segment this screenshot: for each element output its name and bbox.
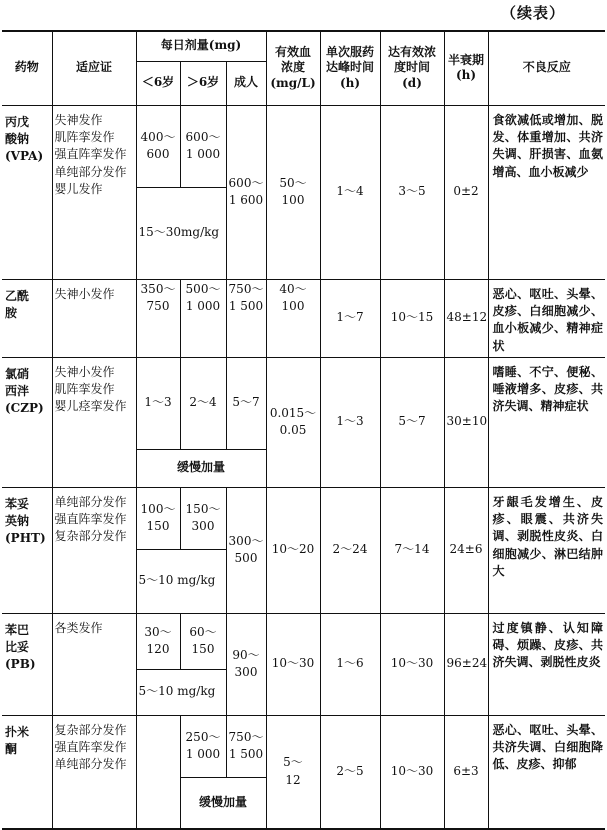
effective-time: 10～15 bbox=[380, 279, 444, 357]
indication-item: 强直阵挛发作 bbox=[54, 147, 127, 162]
dose-gt6: 2～4 bbox=[180, 357, 226, 449]
peak-time: 1～4 bbox=[320, 105, 380, 279]
dose-lt6: 350～ 750 bbox=[136, 279, 180, 357]
child-dose-note: 5～10 mg/kg bbox=[136, 549, 226, 613]
indication-item: 肌阵挛发作 bbox=[54, 129, 115, 144]
header-adult: 成人 bbox=[226, 61, 266, 105]
dose-adult: 90～ 300 bbox=[226, 613, 266, 715]
peak-time: 2～5 bbox=[320, 715, 380, 829]
half-life: 0±2 bbox=[444, 105, 488, 279]
dose-adult: 750～ 1 500 bbox=[226, 279, 266, 357]
concentration: 50～100 bbox=[266, 105, 320, 279]
concentration: 10～20 bbox=[266, 487, 320, 613]
half-life: 48±12 bbox=[444, 279, 488, 357]
indication-item: 复杂部分发作 bbox=[54, 529, 127, 544]
indication-item: 单纯部分发作 bbox=[54, 757, 127, 772]
dose-lt6: 30～ 120 bbox=[136, 613, 180, 669]
dose-adult: 600～ 1 600 bbox=[226, 105, 266, 279]
header-gt6: ＞6岁 bbox=[180, 61, 226, 105]
dose-gt6: 600～ 1 000 bbox=[180, 105, 226, 187]
indication-item: 复杂部分发作 bbox=[54, 722, 127, 737]
indication-item: 婴儿发作 bbox=[54, 182, 103, 197]
header-lt6: ＜6岁 bbox=[136, 61, 180, 105]
indication-item: 单纯部分发作 bbox=[54, 164, 127, 179]
adverse-reactions: 过度镇静、认知障碍、烦躁、皮疹、共济失调、剥脱性皮炎 bbox=[488, 613, 605, 715]
table-row bbox=[2, 279, 605, 357]
header-concentration: 有效血 浓度 (mg/L) bbox=[266, 31, 320, 105]
concentration: 40～100 bbox=[266, 279, 320, 357]
effective-time: 10～30 bbox=[380, 613, 444, 715]
indication-cell bbox=[52, 279, 136, 357]
adverse-reactions: 恶心、呕吐、头晕、皮疹、白细胞减少、血小板减少、精神症状 bbox=[488, 279, 605, 357]
child-dose-note: 15～30mg/kg bbox=[136, 187, 226, 279]
table-row bbox=[2, 715, 605, 777]
indication-cell bbox=[52, 613, 136, 715]
header-daily-dose: 每日剂量(mg) bbox=[136, 31, 266, 61]
dose-adult: 300～ 500 bbox=[226, 487, 266, 613]
peak-time: 1～7 bbox=[320, 279, 380, 357]
header-peak-time: 单次服药 达峰时间 (h) bbox=[320, 31, 380, 105]
indication-item: 失神发作 bbox=[54, 112, 103, 127]
header-effective-time: 达有效浓 度时间 (d) bbox=[380, 31, 444, 105]
drug-name: 苯巴 比妥 (PB) bbox=[2, 613, 52, 715]
indication-item: 肌阵挛发作 bbox=[54, 381, 115, 396]
indication-item: 各类发作 bbox=[54, 620, 103, 635]
drug-name: 乙酰 胺 bbox=[2, 279, 52, 357]
header-drug: 药物 bbox=[2, 31, 52, 105]
peak-time: 2～24 bbox=[320, 487, 380, 613]
drug-table bbox=[2, 30, 605, 830]
dose-lt6 bbox=[136, 715, 180, 829]
effective-time: 3～5 bbox=[380, 105, 444, 279]
effective-time: 10～30 bbox=[380, 715, 444, 829]
drug-name: 苯妥 英钠 (PHT) bbox=[2, 487, 52, 613]
continued-label: （续表） bbox=[500, 4, 565, 22]
concentration: 10～30 bbox=[266, 613, 320, 715]
drug-name: 丙戊 酸钠 (VPA) bbox=[2, 105, 52, 279]
half-life: 30±10 bbox=[444, 357, 488, 487]
table-row bbox=[2, 105, 605, 187]
adverse-reactions: 恶心、呕吐、头晕、共济失调、白细胞降低、皮疹、抑郁 bbox=[488, 715, 605, 829]
dose-adult: 5～7 bbox=[226, 357, 266, 449]
table-row bbox=[2, 613, 605, 669]
effective-time: 5～7 bbox=[380, 357, 444, 487]
half-life: 96±24 bbox=[444, 613, 488, 715]
header-half-life: 半衰期 (h) bbox=[444, 31, 488, 105]
dose-gt6: 500～ 1 000 bbox=[180, 279, 226, 357]
dose-lt6: 100～ 150 bbox=[136, 487, 180, 549]
child-dose-note: 5～10 mg/kg bbox=[136, 669, 226, 715]
indication-cell bbox=[52, 487, 136, 613]
header-indication: 适应证 bbox=[52, 31, 136, 105]
indication-cell bbox=[52, 105, 136, 279]
indication-item: 强直阵挛发作 bbox=[54, 739, 127, 754]
table-row bbox=[2, 357, 605, 449]
table-row bbox=[2, 487, 605, 549]
effective-time: 7～14 bbox=[380, 487, 444, 613]
header-adverse: 不良反应 bbox=[488, 31, 605, 105]
indication-item: 强直阵挛发作 bbox=[54, 511, 127, 526]
peak-time: 1～3 bbox=[320, 357, 380, 487]
concentration: 0.015～ 0.05 bbox=[266, 357, 320, 487]
dose-gt6: 150～ 300 bbox=[180, 487, 226, 549]
indication-item: 单纯部分发作 bbox=[54, 494, 127, 509]
drug-name: 氯硝 西泮 (CZP) bbox=[2, 357, 52, 487]
adverse-reactions: 牙龈毛发增生、皮疹、眼震、共济失调、剥脱性皮炎、白细胞减少、淋巴结肿大 bbox=[488, 487, 605, 613]
indication-item: 失神小发作 bbox=[54, 286, 115, 301]
concentration: 5～ 12 bbox=[266, 715, 320, 829]
indication-item: 失神小发作 bbox=[54, 364, 115, 379]
half-life: 6±3 bbox=[444, 715, 488, 829]
drug-name: 扑米 酮 bbox=[2, 715, 52, 829]
dose-lt6: 400～ 600 bbox=[136, 105, 180, 187]
dose-note: 缓慢加量 bbox=[180, 777, 266, 829]
dose-note: 缓慢加量 bbox=[136, 449, 266, 487]
indication-cell bbox=[52, 715, 136, 829]
adverse-reactions: 嗜睡、不宁、便秘、唾液增多、皮疹、共济失调、精神症状 bbox=[488, 357, 605, 487]
dose-lt6: 1～3 bbox=[136, 357, 180, 449]
half-life: 24±6 bbox=[444, 487, 488, 613]
indication-item: 婴儿痉挛发作 bbox=[54, 399, 127, 414]
dose-gt6: 60～ 150 bbox=[180, 613, 226, 669]
peak-time: 1～6 bbox=[320, 613, 380, 715]
dose-gt6: 250～ 1 000 bbox=[180, 715, 226, 777]
dose-adult: 750～ 1 500 bbox=[226, 715, 266, 777]
adverse-reactions: 食欲减低或增加、脱发、体重增加、共济失调、肝损害、血氨增高、血小板减少 bbox=[488, 105, 605, 279]
indication-cell bbox=[52, 357, 136, 487]
